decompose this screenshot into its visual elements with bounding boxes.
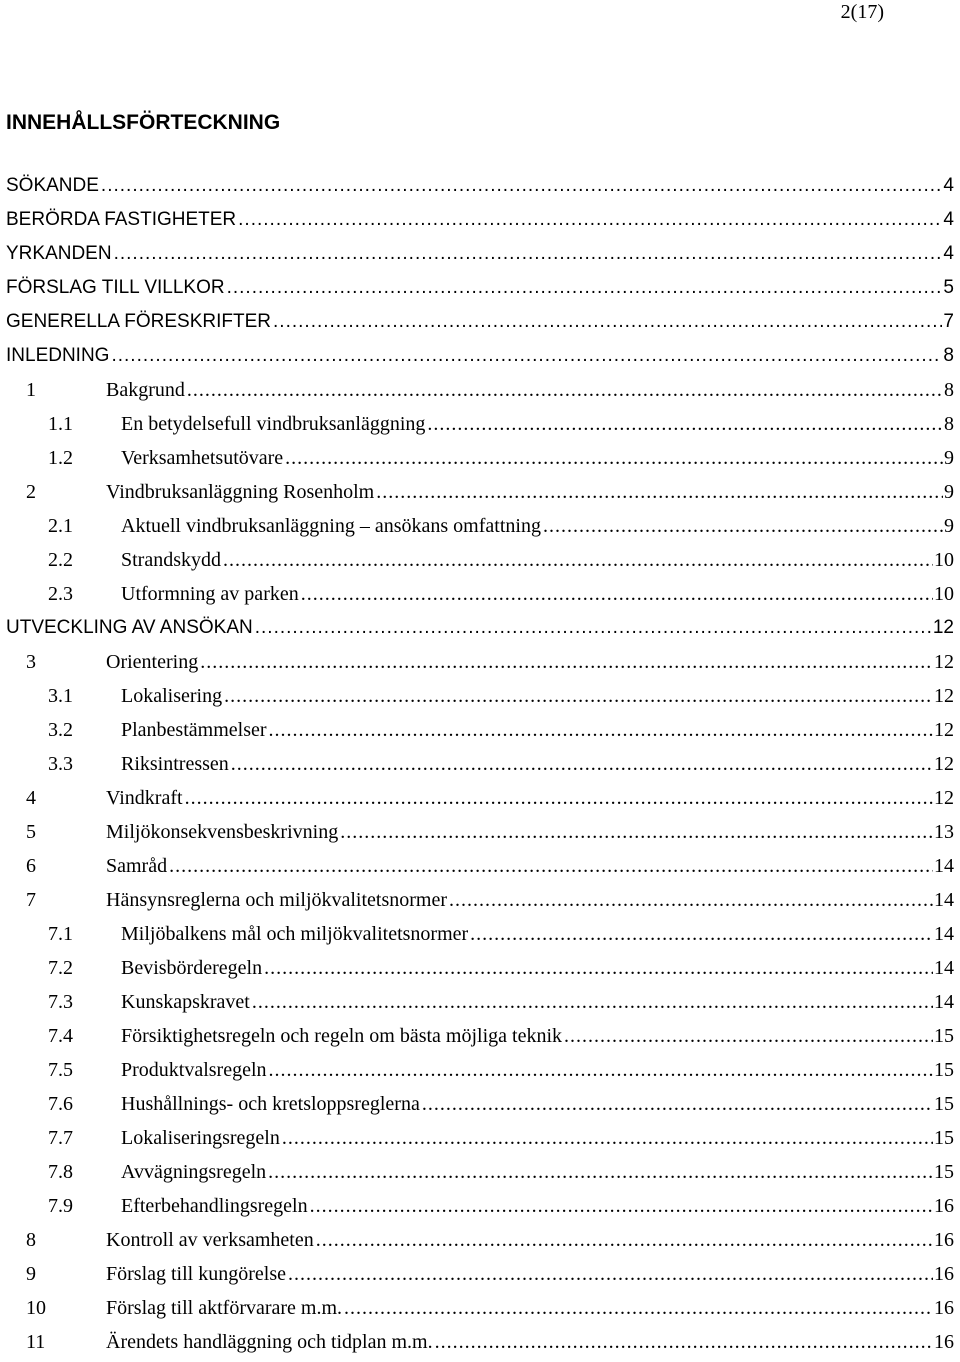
dot-leader bbox=[264, 953, 933, 983]
toc-entry-line bbox=[121, 1055, 954, 1085]
dot-leader bbox=[269, 1055, 933, 1085]
toc-entry-number: 1.1 bbox=[48, 413, 73, 435]
toc-entry-line bbox=[6, 239, 954, 269]
toc-entry[interactable] bbox=[0, 1259, 960, 1293]
dot-leader bbox=[285, 443, 943, 473]
toc-entry-page: 16 bbox=[934, 1331, 954, 1353]
toc-entry-title: Efterbehandlingsregeln bbox=[121, 1195, 308, 1217]
dot-leader bbox=[316, 1225, 933, 1255]
toc-entry[interactable] bbox=[0, 1225, 960, 1259]
toc-entry[interactable] bbox=[0, 817, 960, 851]
dot-leader bbox=[224, 681, 933, 711]
toc-entry-line bbox=[121, 579, 954, 609]
toc-entry[interactable] bbox=[0, 239, 960, 273]
toc-entry-number: 1.2 bbox=[48, 447, 73, 469]
toc-entry-number: 7.5 bbox=[48, 1059, 73, 1081]
toc-entry[interactable] bbox=[0, 851, 960, 885]
toc-entry-page: 9 bbox=[944, 481, 954, 503]
toc-entry-line bbox=[106, 783, 954, 813]
dot-leader bbox=[252, 987, 933, 1017]
toc-entry-line bbox=[106, 851, 954, 881]
toc-entry[interactable] bbox=[0, 783, 960, 817]
toc-entry-page: 15 bbox=[934, 1025, 954, 1047]
toc-entry-page: 10 bbox=[934, 549, 954, 571]
dot-leader bbox=[422, 1089, 933, 1119]
dot-leader bbox=[187, 375, 943, 405]
toc-entry-line bbox=[6, 613, 954, 643]
dot-leader bbox=[185, 783, 933, 813]
toc-entry[interactable] bbox=[0, 1293, 960, 1327]
toc-entry[interactable] bbox=[0, 171, 960, 205]
toc-entry-line bbox=[121, 953, 954, 983]
dot-leader bbox=[449, 885, 933, 915]
toc-entry-page: 12 bbox=[934, 753, 954, 775]
toc-entry-title: Bevisbörderegeln bbox=[121, 957, 263, 979]
toc-entry-line bbox=[106, 477, 954, 507]
toc-entry-line bbox=[121, 1089, 954, 1119]
toc-entry-page: 16 bbox=[934, 1263, 954, 1285]
toc-entry-title: Miljökonsekvensbeskrivning bbox=[106, 821, 339, 843]
toc-entry-number: 7 bbox=[26, 889, 36, 911]
toc-entry[interactable] bbox=[0, 647, 960, 681]
toc-entry-page: 10 bbox=[934, 583, 954, 605]
toc-entry-line bbox=[6, 341, 954, 371]
toc-entry-title: Riksintressen bbox=[121, 753, 229, 775]
toc-entry[interactable] bbox=[0, 1327, 960, 1361]
toc-entry-title: Kontroll av verksamheten bbox=[106, 1229, 314, 1251]
toc-entry-title: Kunskapskravet bbox=[121, 991, 250, 1013]
toc-entry-line bbox=[121, 443, 954, 473]
toc-entry-title: Ärendets handläggning och tidplan m.m. bbox=[106, 1331, 433, 1353]
dot-leader bbox=[101, 171, 943, 201]
dot-leader bbox=[169, 851, 933, 881]
toc-entry[interactable] bbox=[0, 409, 960, 443]
dot-leader bbox=[344, 1293, 933, 1323]
dot-leader bbox=[310, 1191, 933, 1221]
toc-entry-page: 5 bbox=[943, 277, 954, 298]
toc-entry-line bbox=[106, 1225, 954, 1255]
toc-entry-page: 14 bbox=[934, 889, 954, 911]
toc-entry-page: 15 bbox=[934, 1093, 954, 1115]
toc-entry-title: Vindkraft bbox=[106, 787, 183, 809]
toc-entry-title: Avvägningsregeln bbox=[121, 1161, 267, 1183]
toc-entry-title: En betydelsefull vindbruksanläggning bbox=[121, 413, 426, 435]
toc-entry-page: 14 bbox=[934, 991, 954, 1013]
toc-entry-line bbox=[121, 715, 954, 745]
toc-entry-title: Aktuell vindbruksanläggning – ansökans omfattning bbox=[121, 515, 541, 537]
dot-leader bbox=[273, 307, 942, 337]
toc-entry-number: 7.6 bbox=[48, 1093, 73, 1115]
toc-entry-line bbox=[121, 409, 954, 439]
toc-entry-title: FÖRSLAG TILL VILLKOR bbox=[6, 277, 225, 298]
toc-entry-title: Försiktighetsregeln och regeln om bästa möjliga teknik bbox=[121, 1025, 563, 1047]
toc-entry-title: Miljöbalkens mål och miljökvalitetsnormer bbox=[121, 923, 469, 945]
toc-entry-page: 15 bbox=[934, 1127, 954, 1149]
toc-entry[interactable] bbox=[0, 273, 960, 307]
toc-entry-number: 3.2 bbox=[48, 719, 73, 741]
toc-entry[interactable] bbox=[0, 681, 960, 715]
toc-entry-page: 9 bbox=[944, 515, 954, 537]
toc-entry-number: 2 bbox=[26, 481, 36, 503]
dot-leader bbox=[282, 1123, 933, 1153]
toc-entry-line bbox=[6, 273, 954, 303]
toc-entry-number: 2.2 bbox=[48, 549, 73, 571]
page-number: 2(17) bbox=[840, 1, 884, 23]
toc-entry-title: Samråd bbox=[106, 855, 168, 877]
dot-leader bbox=[435, 1327, 933, 1357]
toc-entry-number: 7.2 bbox=[48, 957, 73, 979]
toc-entry-number: 7.1 bbox=[48, 923, 73, 945]
toc-entry-line bbox=[106, 1293, 954, 1323]
toc-entry[interactable] bbox=[0, 919, 960, 953]
toc-entry[interactable] bbox=[0, 953, 960, 987]
toc-entry-number: 3.3 bbox=[48, 753, 73, 775]
toc-entry-page: 14 bbox=[934, 957, 954, 979]
toc-entry-line bbox=[121, 1157, 954, 1187]
toc-entry-number: 7.4 bbox=[48, 1025, 73, 1047]
toc-entry-title: Förslag till kungörelse bbox=[106, 1263, 286, 1285]
dot-leader bbox=[564, 1021, 933, 1051]
toc-entry-title: Bakgrund bbox=[106, 379, 185, 401]
toc-entry-page: 12 bbox=[934, 719, 954, 741]
dot-leader bbox=[543, 511, 943, 541]
dot-leader bbox=[340, 817, 933, 847]
toc-entry-number: 2.3 bbox=[48, 583, 73, 605]
toc-entry-line bbox=[121, 987, 954, 1017]
toc-entry-line bbox=[106, 647, 954, 677]
dot-leader bbox=[269, 715, 933, 745]
toc-entry-title: GENERELLA FÖRESKRIFTER bbox=[6, 311, 272, 332]
toc-entry[interactable] bbox=[0, 1055, 960, 1089]
toc-entry-title: Lokaliseringsregeln bbox=[121, 1127, 280, 1149]
toc-entry-title: SÖKANDE bbox=[6, 175, 99, 196]
toc-entry[interactable] bbox=[0, 715, 960, 749]
toc-entry[interactable] bbox=[0, 1089, 960, 1123]
dot-leader bbox=[227, 273, 943, 303]
toc-entry-number: 5 bbox=[26, 821, 36, 843]
toc-entry-number: 1 bbox=[26, 379, 36, 401]
toc-entry-page: 15 bbox=[934, 1161, 954, 1183]
toc-entry-page: 16 bbox=[934, 1229, 954, 1251]
toc-entry-page: 8 bbox=[943, 345, 954, 366]
toc-entry-title: Lokalisering bbox=[121, 685, 223, 707]
toc-entry-page: 4 bbox=[943, 243, 954, 264]
toc-entry-number: 10 bbox=[26, 1297, 46, 1319]
toc-entry-number: 11 bbox=[26, 1331, 46, 1353]
dot-leader bbox=[427, 409, 943, 439]
toc-entry-line bbox=[6, 171, 954, 201]
toc-entry-number: 3.1 bbox=[48, 685, 73, 707]
toc-entry-line bbox=[106, 885, 954, 915]
toc-entry-line bbox=[121, 749, 954, 779]
dot-leader bbox=[268, 1157, 933, 1187]
toc-entry[interactable] bbox=[0, 1157, 960, 1191]
toc-entry[interactable] bbox=[0, 749, 960, 783]
toc-entry-line bbox=[121, 1021, 954, 1051]
toc-entry[interactable] bbox=[0, 307, 960, 341]
toc-entry[interactable] bbox=[0, 987, 960, 1021]
toc-entry-title: Verksamhetsutövare bbox=[121, 447, 284, 469]
dot-leader bbox=[238, 205, 942, 235]
dot-leader bbox=[111, 341, 942, 371]
toc-entry-title: YRKANDEN bbox=[6, 243, 112, 264]
toc-entry-page: 13 bbox=[934, 821, 954, 843]
toc-entry-title: UTVECKLING AV ANSÖKAN bbox=[6, 617, 253, 638]
toc-entry-number: 8 bbox=[26, 1229, 36, 1251]
dot-leader bbox=[223, 545, 933, 575]
toc-entry-line bbox=[6, 307, 954, 337]
toc-entry[interactable] bbox=[0, 511, 960, 545]
toc-entry-number: 7.7 bbox=[48, 1127, 73, 1149]
toc-entry-number: 6 bbox=[26, 855, 36, 877]
toc-entry-title: Vindbruksanläggning Rosenholm bbox=[106, 481, 375, 503]
toc-entry[interactable] bbox=[0, 885, 960, 919]
toc-entry[interactable] bbox=[0, 1123, 960, 1157]
toc-entry-title: Produktvalsregeln bbox=[121, 1059, 267, 1081]
toc-entry-line bbox=[121, 919, 954, 949]
toc-entry-title: Orientering bbox=[106, 651, 199, 673]
dot-leader bbox=[231, 749, 933, 779]
toc-entry-number: 4 bbox=[26, 787, 36, 809]
toc-entry-page: 12 bbox=[934, 685, 954, 707]
toc-entry-title: Förslag till aktförvarare m.m. bbox=[106, 1297, 343, 1319]
toc-entry-page: 7 bbox=[943, 311, 954, 332]
dot-leader bbox=[255, 613, 932, 643]
toc-entry-number: 9 bbox=[26, 1263, 36, 1285]
toc-entry-line bbox=[121, 511, 954, 541]
toc-entry-page: 14 bbox=[934, 855, 954, 877]
toc-entry[interactable] bbox=[0, 579, 960, 613]
toc-entry-page: 15 bbox=[934, 1059, 954, 1081]
dot-leader bbox=[376, 477, 943, 507]
toc-entry[interactable] bbox=[0, 443, 960, 477]
toc-entry-line bbox=[6, 205, 954, 235]
toc-entry-page: 12 bbox=[934, 651, 954, 673]
toc-entry[interactable] bbox=[0, 205, 960, 239]
toc-entry[interactable] bbox=[0, 1191, 960, 1225]
toc-heading: INNEHÅLLSFÖRTECKNING bbox=[6, 111, 281, 134]
toc-entry-page: 14 bbox=[934, 923, 954, 945]
toc-entry[interactable] bbox=[0, 1021, 960, 1055]
toc-entry-page: 8 bbox=[944, 413, 954, 435]
toc-entry-title: INLEDNING bbox=[6, 345, 110, 366]
toc-entry-number: 7.8 bbox=[48, 1161, 73, 1183]
toc-entry[interactable] bbox=[0, 545, 960, 579]
dot-leader bbox=[114, 239, 943, 269]
toc-entry-page: 8 bbox=[944, 379, 954, 401]
toc-entry-title: Strandskydd bbox=[121, 549, 221, 571]
toc-entry[interactable] bbox=[0, 375, 960, 409]
toc-entry-number: 7.3 bbox=[48, 991, 73, 1013]
toc-entry-number: 7.9 bbox=[48, 1195, 73, 1217]
dot-leader bbox=[470, 919, 933, 949]
toc-entry-page: 4 bbox=[943, 209, 954, 230]
toc-entry-line bbox=[121, 1123, 954, 1153]
toc-entry[interactable] bbox=[0, 341, 960, 375]
toc-entry-line bbox=[106, 1327, 954, 1357]
toc-entry-page: 12 bbox=[934, 787, 954, 809]
toc-entry-line bbox=[121, 681, 954, 711]
dot-leader bbox=[200, 647, 933, 677]
toc-entry-number: 3 bbox=[26, 651, 36, 673]
toc-entry-page: 9 bbox=[944, 447, 954, 469]
toc-entry-line bbox=[106, 1259, 954, 1289]
toc-entry-page: 12 bbox=[932, 617, 954, 638]
toc-entry-title: Utformning av parken bbox=[121, 583, 299, 605]
toc-entry[interactable] bbox=[0, 613, 960, 647]
toc-entry-number: 2.1 bbox=[48, 515, 73, 537]
dot-leader bbox=[301, 579, 933, 609]
toc-entry[interactable] bbox=[0, 477, 960, 511]
toc-entry-line bbox=[121, 545, 954, 575]
dot-leader bbox=[288, 1259, 933, 1289]
toc-entry-line bbox=[106, 817, 954, 847]
toc-entry-title: Hänsynsreglerna och miljökvalitetsnormer bbox=[106, 889, 448, 911]
toc-entry-title: Planbestämmelser bbox=[121, 719, 267, 741]
toc-entry-line bbox=[106, 375, 954, 405]
toc-entry-title: Hushållnings- och kretsloppsreglerna bbox=[121, 1093, 420, 1115]
toc-entry-page: 4 bbox=[943, 175, 954, 196]
toc-entry-page: 16 bbox=[934, 1297, 954, 1319]
toc-entry-title: BERÖRDA FASTIGHETER bbox=[6, 209, 237, 230]
toc-entry-line bbox=[121, 1191, 954, 1221]
toc-entry-page: 16 bbox=[934, 1195, 954, 1217]
